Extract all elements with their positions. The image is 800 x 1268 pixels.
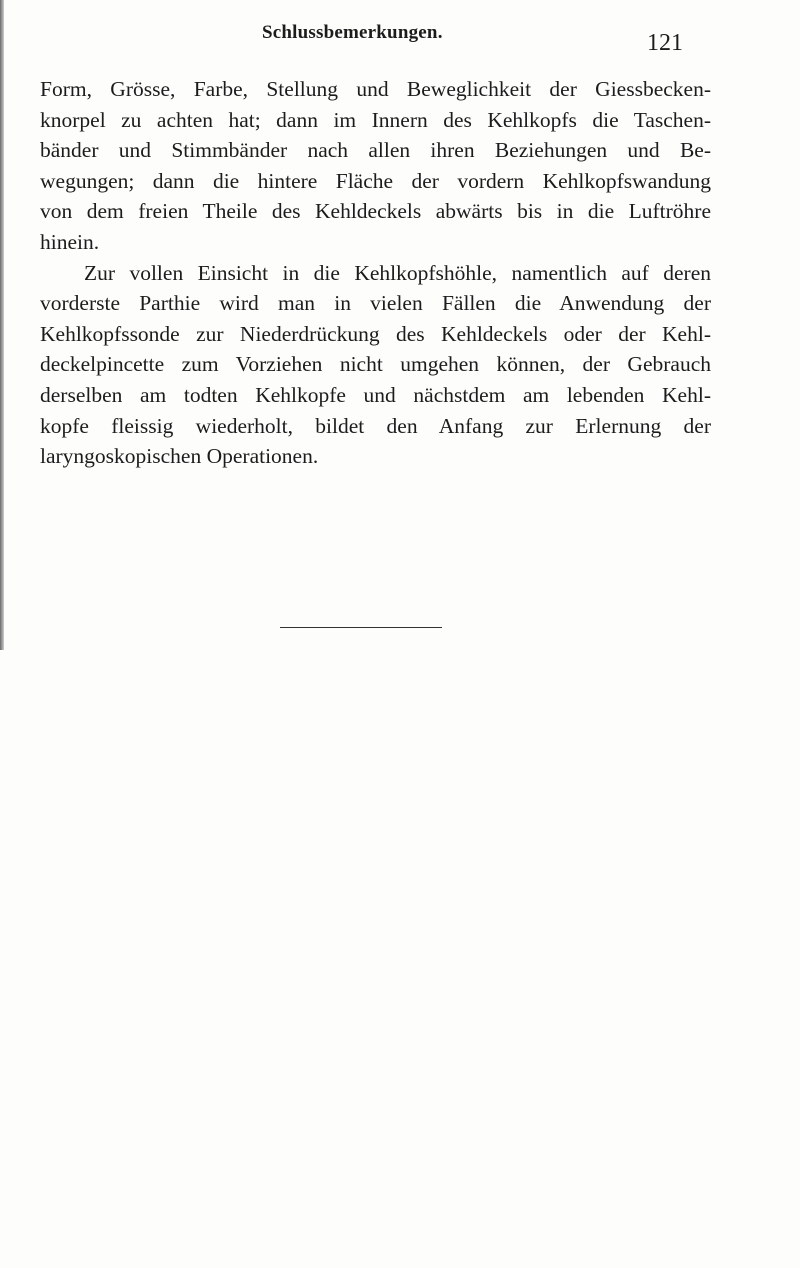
text-line: von dem freien Theile des Kehldeckels abwärts bis in die Luftröhre xyxy=(40,199,711,224)
running-header-title: Schlussbemerkungen. xyxy=(262,22,443,43)
paragraph xyxy=(40,74,711,258)
text-line: vorderste Parthie wird man in vielen Fällen die Anwendung der xyxy=(40,291,711,316)
text-line: wegungen; dann die hintere Fläche der vordern Kehlkopfswandung xyxy=(40,168,711,193)
text-line: Zur vollen Einsicht in die Kehlkopfshöhle, namentlich auf deren xyxy=(84,260,711,285)
text-line: hinein. xyxy=(40,229,100,254)
text-line: derselben am todten Kehlkopfe und nächstdem am lebenden Kehl- xyxy=(40,382,711,407)
text-line: Form, Grösse, Farbe, Stellung und Beweglichkeit der Giessbecken- xyxy=(40,77,711,101)
text-line: Kehlkopfssonde zur Niederdrückung des Kehldeckels oder der Kehl- xyxy=(40,321,711,346)
text-line: deckelpincette zum Vorziehen nicht umgehen können, der Gebrauch xyxy=(40,352,711,377)
text-line: kopfe fleissig wiederholt, bildet den Anfang zur Erlernung der xyxy=(40,413,711,438)
page-binding-edge xyxy=(0,0,4,650)
section-end-rule xyxy=(280,627,442,628)
text-line: bänder und Stimmbänder nach allen ihren Beziehungen und Be- xyxy=(40,138,711,163)
text-line: laryngoskopischen Operationen. xyxy=(40,444,319,469)
page-number: 121 xyxy=(647,30,683,56)
body-text xyxy=(40,74,711,472)
paragraph xyxy=(40,258,711,472)
text-line: knorpel zu achten hat; dann im Innern des Kehlkopfs die Taschen- xyxy=(40,107,711,132)
